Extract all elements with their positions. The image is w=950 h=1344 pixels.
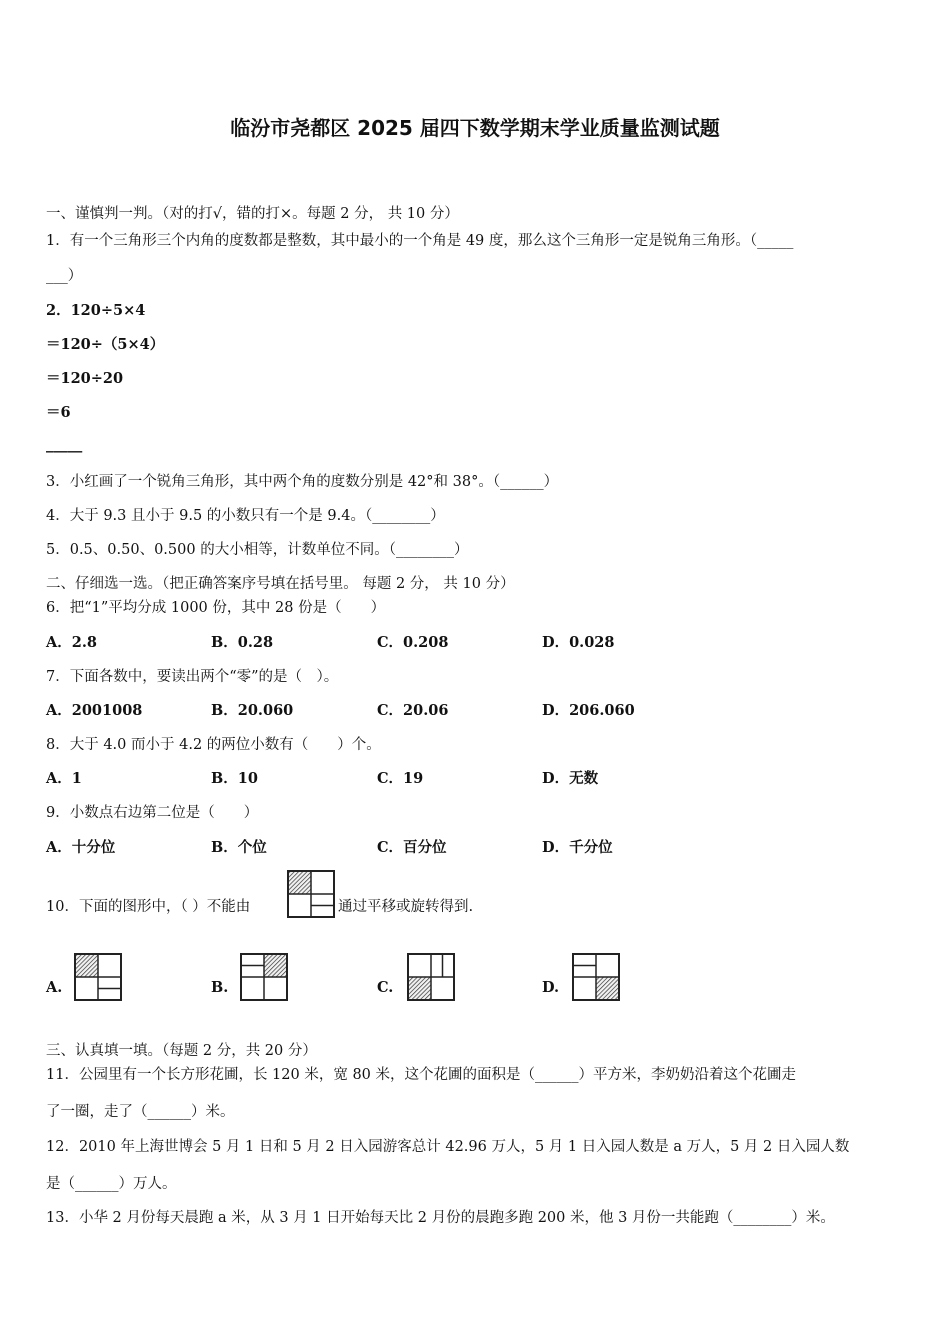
q8-option-b: B．10	[211, 770, 258, 787]
question-6: 6．把“1”平均分成 1000 份，其中 28 份是（ ）	[46, 600, 386, 616]
q6-option-d: D．0.028	[542, 634, 615, 651]
q8-option-a: A．1	[46, 770, 82, 787]
question-1: 1．有一个三角形三个内角的度数都是整数，其中最小的一个角是 49 度，那么这个三角形一定是锐角三角形。（_____	[46, 233, 794, 249]
q6-option-b: B．0.28	[211, 634, 274, 651]
question-2-answer-blank: _____	[46, 436, 83, 453]
question-3: 3．小红画了一个锐角三角形，其中两个角的度数分别是 42°和 38°。（______）	[46, 474, 559, 490]
question-11: 11．公园里有一个长方形花圃，长 120 米，宽 80 米，这个花圃的面积是（______）平方米，李奶奶沿着这个花圃走	[46, 1067, 797, 1083]
q10-option-a-figure	[74, 953, 122, 1001]
question-9: 9．小数点右边第二位是（ ）	[46, 805, 259, 821]
q9-option-c: C．百分位	[377, 839, 447, 856]
q7-option-d: D．206.060	[542, 702, 635, 719]
q10-option-b-figure	[240, 953, 288, 1001]
question-10-lead: 10．下面的图形中，（ ）不能由	[46, 899, 251, 915]
q6-option-a: A．2.8	[46, 634, 97, 651]
q10-label-a: A.	[46, 979, 63, 996]
page-title: 临汾市尧都区 2025 届四下数学期末学业质量监测试题	[230, 116, 720, 140]
question-4: 4．大于 9.3 且小于 9.5 的小数只有一个是 9.4。（________）	[46, 508, 445, 524]
question-2: 2．120÷5×4	[46, 302, 146, 319]
q10-reference-figure	[287, 870, 335, 918]
question-2-step2: ＝120÷20	[46, 370, 124, 387]
question-11-cont: 了一圈，走了（______）米。	[46, 1104, 235, 1120]
q7-option-c: C．20.06	[377, 702, 449, 719]
q7-option-b: B．20.060	[211, 702, 294, 719]
question-1-cont: ___）	[46, 268, 83, 284]
question-2-step3: ＝6	[46, 404, 71, 421]
q9-option-d: D．千分位	[542, 839, 613, 856]
q10-label-d: D.	[542, 979, 560, 996]
question-8: 8．大于 4.0 而小于 4.2 的两位小数有（ ）个。	[46, 737, 381, 753]
q7-option-a: A．2001008	[46, 702, 143, 719]
question-12-cont: 是（______）万人。	[46, 1176, 177, 1192]
q8-option-d: D．无数	[542, 770, 599, 787]
question-5: 5．0.5、0.50、0.500 的大小相等，计数单位不同。（________）	[46, 542, 469, 558]
section-3-heading: 三、认真填一填。（每题 2 分，共 20 分）	[46, 1043, 317, 1059]
q9-option-b: B．个位	[211, 839, 267, 856]
q10-option-c-figure	[407, 953, 455, 1001]
question-12: 12．2010 年上海世博会 5 月 1 日和 5 月 2 日入园游客总计 42.96 万人，5 月 1 日入园人数是 a 万人，5 月 2 日入园人数	[46, 1139, 850, 1155]
q10-label-c: C.	[377, 979, 394, 996]
section-2-heading: 二、仔细选一选。（把正确答案序号填在括号里。 每题 2 分， 共 10 分）	[46, 576, 515, 592]
section-1-heading: 一、谨慎判一判。（对的打√，错的打×。每题 2 分， 共 10 分）	[46, 206, 459, 222]
q8-option-c: C．19	[377, 770, 424, 787]
question-2-step1: ＝120÷（5×4）	[46, 336, 165, 353]
q9-option-a: A．十分位	[46, 839, 116, 856]
q10-label-b: B.	[211, 979, 229, 996]
q6-option-c: C．0.208	[377, 634, 449, 651]
q10-option-d-figure	[572, 953, 620, 1001]
question-13: 13．小华 2 月份每天晨跑 a 米，从 3 月 1 日开始每天比 2 月份的晨跑多跑 200 米，他 3 月份一共能跑（________）米。	[46, 1210, 835, 1226]
question-7: 7．下面各数中，要读出两个“零”的是（ ）。	[46, 669, 339, 685]
question-10-tail: 通过平移或旋转得到.	[338, 899, 474, 915]
